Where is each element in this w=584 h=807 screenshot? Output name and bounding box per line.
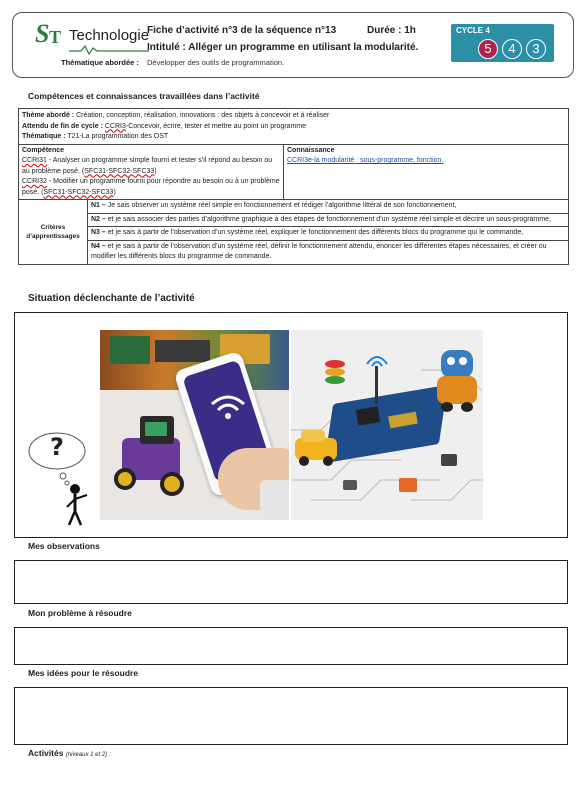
competence-cell: Compétence CCRI31 - Analyser un programme simple fourni et tester s’il répond au besoin ou au problème posé. (SFC31-SFC32-SFC33) CCRI32 - Modifier un programme fourni pour répondre au besoin ou à un problème posé. (SFC31-SFC32-SFC33) <box>19 145 284 200</box>
thematique-text: T21-La programmation des OST <box>67 133 169 140</box>
critere-text: et je sais à partir de l’observation d’un système réel, expliquer le fonctionnement des différents blocs du programme qui le commande, <box>105 229 524 236</box>
logo-mark-m: T <box>49 27 62 47</box>
competence-row <box>19 145 568 201</box>
wifi-icon <box>208 392 248 422</box>
critere-n4 <box>88 241 568 264</box>
attendu-label: Attendu de fin de cycle : <box>22 122 103 130</box>
activites-title <box>28 748 111 758</box>
comp2-refs: SFC31-SFC32-SFC33 <box>43 188 114 196</box>
situation-box <box>14 312 568 538</box>
comp2-code: CCRI32 <box>22 178 47 185</box>
idees-title: Mes idées pour le résoudre <box>28 668 139 678</box>
competences-title: Compétences et connaissances travaillées dans l’activité <box>28 91 260 101</box>
theme-value: Développer des outils de programmation. <box>147 58 285 67</box>
observations-title: Mes observations <box>28 541 100 551</box>
criteres-row <box>19 200 568 264</box>
critere-level: N2 – <box>91 215 106 223</box>
observations-box[interactable] <box>14 560 568 604</box>
cycle-level-3: 3 <box>526 39 546 59</box>
connaissance-label: Connaissance <box>287 146 335 154</box>
robot-phone-photo <box>100 330 289 520</box>
theme-row <box>19 109 568 145</box>
comp1-text: - Analyser un programme simple fourni et tester s’il répond au besoin ou au problème posé. ( <box>22 157 273 175</box>
critere-level: N3 – <box>91 229 106 236</box>
competences-table <box>18 108 569 265</box>
idees-box[interactable] <box>14 687 568 745</box>
comp1-code: CCRI31 <box>22 157 47 164</box>
theme-label: Thématique abordée : <box>61 58 139 67</box>
cycle-badge <box>451 24 554 62</box>
logo-text: Technologie <box>69 27 150 44</box>
antenna-signal-icon <box>363 350 391 370</box>
cycle-label: CYCLE 4 <box>456 26 490 35</box>
critere-level: N4 – <box>91 242 106 250</box>
comp2-text: - Modifier un programme fourni pour répondre au besoin ou à un problème posé. ( <box>22 178 280 196</box>
connaissance-link[interactable]: CCRI3e-la modularité : sous-programme, fonction. <box>287 157 444 164</box>
activity-intitule: Intitulé : Alléger un programme en utilisant la modularité. <box>147 42 419 53</box>
theme-row-text: Création, conception, réalisation, innovations : des objets à concevoir et à réaliser <box>76 112 330 119</box>
circuit-board-photo <box>291 330 483 520</box>
activites-label: Activités <box>28 748 64 758</box>
critere-n2 <box>88 214 568 228</box>
critere-text: et je sais à partir de l’observation d’un système réel, définir le fonctionnement attendu, énoncer les différentes étapes nécessaires, et créer ou modifier les différents blocs du programme de commande. <box>91 242 547 260</box>
competence-label: Compétence <box>22 146 65 154</box>
header-frame <box>12 12 574 78</box>
attendu-text: -Concevoir, écrire, tester et mettre au point un programme <box>125 122 307 130</box>
activites-note: (niveaux 1 et 2) : <box>65 752 111 758</box>
connaissance-cell <box>284 145 568 200</box>
probleme-box[interactable] <box>14 627 568 665</box>
critere-n3 <box>88 227 568 241</box>
criteres-list <box>88 200 568 264</box>
criteres-label: Critères d’apprentissages <box>19 200 88 264</box>
critere-n1 <box>88 200 568 214</box>
logo-wave-icon <box>69 45 149 55</box>
cycle-level-5: 5 <box>478 39 498 59</box>
theme-row-label: Thème abordé : <box>22 112 75 119</box>
activity-duration: Durée : 1h <box>367 25 416 36</box>
comp1-refs: SFC31-SFC32-SFC33 <box>84 167 155 175</box>
activity-title: Fiche d’activité n°3 de la séquence n°13 <box>147 25 337 36</box>
probleme-title: Mon problème à résoudre <box>28 608 132 618</box>
attendu-code: CCRI3 <box>104 122 126 130</box>
critere-text: Je sais observer un système réel simple en fonctionnement et rédiger l’algorithme littéral de son fonctionnement, <box>105 202 457 209</box>
cycle-level-4: 4 <box>502 39 522 59</box>
question-mark: ? <box>50 433 64 461</box>
critere-level: N1 – <box>91 202 106 209</box>
situation-title: Situation déclenchante de l’activité <box>28 293 195 304</box>
thematique-label: Thématique : <box>22 133 66 140</box>
logo-mark: S <box>35 19 50 48</box>
critere-text: et je sais associer des parties d’algorithme graphique à des étapes de fonctionnement d’un système réel simple et décrire un sous-programme, <box>105 215 551 223</box>
